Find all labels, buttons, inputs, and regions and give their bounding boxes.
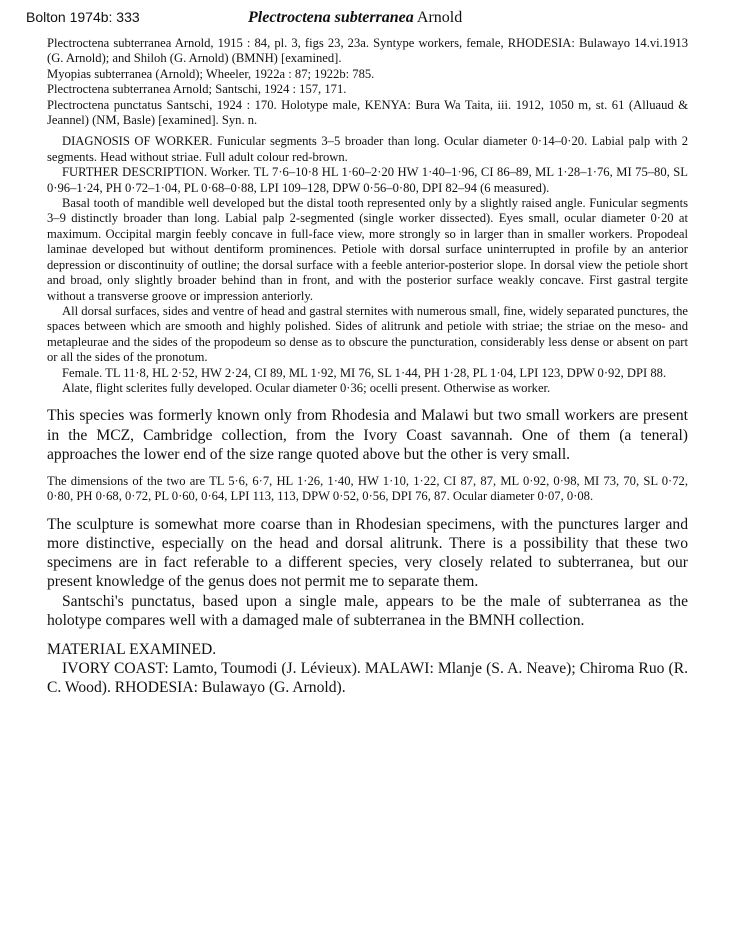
material-paragraph: IVORY COAST: Lamto, Toumodi (J. Lévieux). MALAWI: Mlanje (S. A. Neave); Chiroma Ruo (R. C. Wood). RHODESIA: Bulawayo (G. Arnold).	[47, 660, 688, 697]
further-description-paragraph: FURTHER DESCRIPTION. Worker. TL 7·6–10·8 HL 1·60–2·20 HW 1·40–1·96, CI 86–89, ML 1·28–1·76, MI 75–80, SL 0·96–1·24, PH 0·72–1·04, PL 0·68–0·88, LPI 109–128, DPW 0·56–0·80, DPI 82–94 (6 measured).	[47, 165, 688, 195]
material-heading: MATERIAL EXAMINED.	[47, 640, 217, 658]
basal-tooth-paragraph: Basal tooth of mandible well developed but the distal tooth represented only by a slightly raised angle. Funicular segments 3–9 distinctly broader than long. Labial palp 2-segmented (single worker dissected). Eyes small, ocular diameter 0·20 at maximum. Occipital margin feebly concave in full-face view, more strongly so in larger than in smaller workers. Propodeal laminae developed but without dentiform prominences. Petiole with dorsal surface uninterrupted in profile by an anterior depression or discontinuity of outline; the dorsal surface with a feeble anterior-posterior slope. In dorsal view the petiole short and broad, only slightly broader behind than in front, and with the posterior surface weakly concave. First gastral tergite without a transverse groove or impression anteriorly.	[47, 196, 688, 303]
synonymy-line: Plectroctena punctatus Santschi, 1924 : 170. Holotype male, KENYA: Bura Wa Taita, iii. 1912, 1050 m, st. 61 (Alluaud & Jeannel) (NM, Basle) [examined]. Syn. n.	[47, 97, 688, 128]
synonymy-line: Plectroctena subterranea Arnold; Santschi, 1924 : 157, 171.	[47, 82, 347, 97]
page-header	[16, 9, 716, 31]
santschi-paragraph: Santschi's punctatus, based upon a single male, appears to be the male of subterranea as the holotype compares well with a damaged male of subterranea in the BMNH collection.	[47, 592, 688, 629]
dorsal-surfaces-paragraph: All dorsal surfaces, sides and ventre of head and gastral sternites with numerous small, fine, widely separated punctures, the spaces between which are smooth and highly polished. Sides of alitrunk and petiole with striae; the striae on the meso- and metapleurae and the sides of the propodeum so dense as to obscure the puncturation, considerably less dense or absent on part or all the sides of the pronotum.	[47, 303, 688, 365]
species-distribution-paragraph: This species was formerly known only from Rhodesia and Malawi but two small workers are present in the MCZ, Cambridge collection, from the Ivory Coast savannah. One of them (a teneral) approaches the lower end of the size range quoted above but the other is very small.	[47, 407, 688, 463]
diagnosis-paragraph: DIAGNOSIS OF WORKER. Funicular segments 3–5 broader than long. Ocular diameter 0·14–0·20. Labial palp with 2 segments. Head without striae. Full adult colour red-brown.	[47, 134, 688, 164]
species-name: Plectroctena subterranea	[248, 9, 414, 26]
sculpture-paragraph: The sculpture is somewhat more coarse than in Rhodesian specimens, with the punctures larger and more distinctive, especially on the head and dorsal alitrunk. There is a possibility that these two specimens are in fact referable to a different species, very closely related to subterranea, but our present knowledge of the genus does not permit me to separate them.	[47, 515, 688, 591]
page-reference: Bolton 1974b: 333	[26, 9, 140, 25]
synonymy-line: Plectroctena subterranea Arnold, 1915 : 84, pl. 3, figs 23, 23a. Syntype workers, female, RHODESIA: Bulawayo 14.vi.1913 (G. Arnold); and Shiloh (G. Arnold) (BMNH) [examined].	[47, 36, 688, 66]
synonymy-line: Myopias subterranea (Arnold); Wheeler, 1922a : 87; 1922b: 785.	[47, 66, 375, 81]
alate-paragraph: Alate, flight sclerites fully developed. Ocular diameter 0·36; ocelli present. Otherwise as worker.	[62, 380, 551, 395]
article-body	[47, 36, 688, 698]
female-paragraph: Female. TL 11·8, HL 2·52, HW 2·24, CI 89, ML 1·92, MI 76, SL 1·44, PH 1·28, PL 1·04, LPI 123, DPW 0·92, DPI 88.	[62, 365, 667, 380]
dimensions-paragraph: The dimensions of the two are TL 5·6, 6·7, HL 1·26, 1·40, HW 1·10, 1·22, CI 87, 87, ML 0·92, 0·98, MI 73, 70, SL 0·72, 0·80, PH 0·68, 0·72, PL 0·60, 0·64, LPI 113, 113, DPW 0·52, 0·56, DPI 76, 87. Ocular diameter 0·07, 0·08.	[47, 473, 688, 504]
species-author: Arnold	[416, 9, 463, 26]
species-title	[248, 9, 462, 27]
